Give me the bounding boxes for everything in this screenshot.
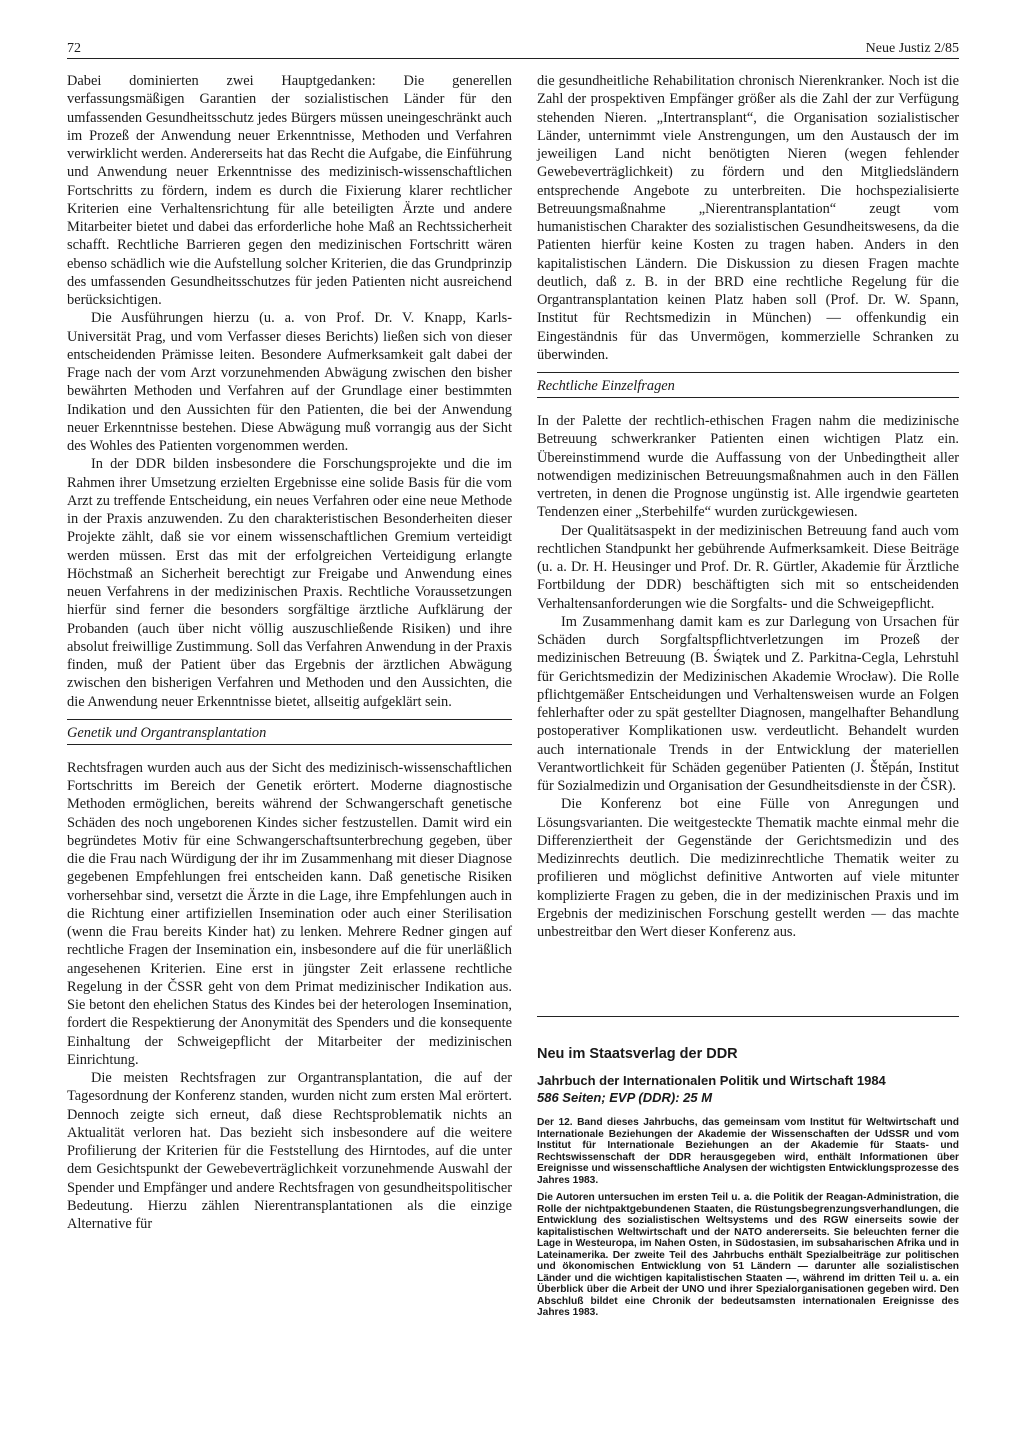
journal-reference: Neue Justiz 2/85 <box>865 41 959 56</box>
right-column <box>537 72 959 941</box>
header-rule <box>67 58 959 59</box>
section-einzelfragen <box>537 372 959 398</box>
page-number: 72 <box>67 41 81 56</box>
body-paragraph: Der Qualitätsaspekt in der medizinischen Betreuung fand auch vom rechtlichen Standpunkt her gebührende Aufmerksamkeit. Diese Beiträge (u. a. Dr. H. Heusinger und Prof. Dr. R. Gürtler, Akademie für Ärztliche Fortbildung der DDR) beschäftigten sich mit so entscheidenden Verhaltensanforderungen wie die Sorgfalts- und die Schweigepflicht. <box>537 522 959 612</box>
body-paragraph: Die Konferenz bot eine Fülle von Anregungen und Lösungsvarianten. Die weitgesteckte Thematik machte einmal mehr die Differenziertheit der Gegenstände der Gerichtsmedizin und des Medizinrechts deutlich. Die medizinrechtliche Thematik weiter zu profilieren und möglichst definitive Antworten auf viele mitunter komplizierte Fragen zu geben, die in der medizinischen Praxis und im Ergebnis der medizinischen Forschung gestellt werden — das machte unbestreitbar den Wert dieser Konferenz aus. <box>537 796 959 940</box>
section-heading: Genetik und Organtransplantation <box>67 724 267 741</box>
book-description: Der 12. Band dieses Jahrbuchs, das gemeinsam vom Institut für Weltwirtschaft und Internationale Beziehungen der Akademie der Wissenschaften der UdSSR und vom Institut für Internationale Beziehungen an der Akademie für Staats- und Rechtswissenschaft der DDR herausgegeben wird, enthält Informationen über Ereignisse und wissenschaftliche Analysen der wichtigsten Entwicklungsprozesse des Jahres 1983. <box>537 1117 959 1186</box>
announcement-heading: Neu im Staatsverlag der DDR <box>537 1046 738 1062</box>
section-genetik <box>67 719 512 745</box>
book-description: Die Autoren untersuchen im ersten Teil u. a. die Politik der Reagan-Administration, die Rolle der nichtpaktgebundenen Staaten, die Rüstungsbegrenzungsverhandlungen, die Entwicklung des sozialistischen Weltsystems und des RGW einerseits sowie der kapitalistischen Weltwirtschaft und der NATO andererseits. Sie beleuchten ferner die Lage in Westeuropa, im Nahen Osten, in Südostasien, im subsaharischen Afrika und in Lateinamerika. Der zweite Teil des Jahrbuchs enthält Spezialbeiträge zur politischen und ökonomischen Entwicklung von 51 Ländern — darunter alle sozialistischen Länder und die wichtigen kapitalistischen Staaten —, während im dritten Teil u. a. ein Überblick über die Arbeit der UNO und ihrer Spezialorganisationen gegeben wird. Den Abschluß bildet eine Chronik der bedeutsamsten internationalen Ereignisse des Jahres 1983. <box>537 1192 959 1318</box>
body-paragraph: Die Ausführungen hierzu (u. a. von Prof. Dr. V. Knapp, Karls-Universität Prag, und vom Verfasser dieses Berichts) ließen sich von dieser entscheidenden Prämisse leiten. Besondere Aufmerksamkeit galt dabei der Frage nach der vom Arzt vorzunehmenden Abwägung zwischen den bisher bewährten Methoden und Verfahren auf der Grundlage einer bestimmten Indikation und den Aussichten für den Patienten, die bei der Anwendung neuer Erkenntnisse bestehen. Diese Abwägung muß vorrangig aus der Sicht des Wohles des Patienten vorgenommen werden. <box>67 310 512 454</box>
body-paragraph: In der Palette der rechtlich-ethischen Fragen nahm die medizinische Betreuung schwerkranker Patienten einen wichtigen Platz ein. Übereinstimmend wurde die Auffassung von der Unbedingtheit aller notwendigen medizinischen Betreuungsmaßnahmen auch in den Fällen vertreten, in denen die Prognose ungünstig ist. Alle irgendwie gearteten Tendenzen einer „Sterbehilfe“ wurden zurückgewiesen. <box>537 413 959 521</box>
book-meta: 586 Seiten; EVP (DDR): 25 M <box>537 1090 713 1105</box>
body-paragraph: In der DDR bilden insbesondere die Forschungsprojekte und die im Rahmen ihrer Umsetzung erzielten Ergebnisse eine solide Basis für die vom Arzt zu treffende Entscheidung, ein neues Verfahren oder eine neue Methode in der Praxis anzuwenden. Zu den charakteristischen Besonderheiten dieser Projekte zählt, daß sie vor einem wissenschaftlichen Gremium verteidigt werden müssen. Erst das mit der erfolgreichen Verteidigung erlangte Höchstmaß an Sicherheit berechtigt zur Freigabe und Anwendung eines neuen Verfahrens in der medizinischen Praxis. Rechtliche Voraussetzungen hierfür sind ferner die besonders sorgfältige ärztliche Aufklärung der Probanden (auch über nicht völlig auszuschließende Risiken) und ihre absolut freiwillige Zustimmung. Soll das Verfahren Anwendung in der Praxis finden, muß der Patient über das Ergebnis der ärztlichen Abwägung zwischen den bisherigen Verfahren und Methoden und den Aussichten, die die Anwendung neuer Erkenntnisse bietet, allseitig aufgeklärt sein. <box>67 456 512 710</box>
section-heading: Rechtliche Einzelfragen <box>537 378 675 394</box>
body-paragraph: Im Zusammenhang damit kam es zur Darlegung von Ursachen für Schäden durch Sorgfaltspflichtverletzungen im Prozeß der medizinischen Betreuung (B. Świątek und Z. Parkitna-Cegla, Lehrstuhl für Gerichtsmedizin der Medizinischen Akademie Wrocław). Die Rolle pflichtgemäßer Entscheidungen und Verhaltensweisen wurde an Folgen fehlerhafter oder zu spät gestellter Diagnosen, mangelhafter Behandlung postoperativer Komplikationen usw. verdeutlicht. Behandelt wurden auch internationale Trends in der Entwicklung der materiellen Verantwortlichkeit für Schäden gegenüber Patienten (J. Štěpán, Institut für Sozialmedizin und Organisation der Gesundheitsdienste in der ČSR). <box>537 613 959 794</box>
body-paragraph: Dabei dominierten zwei Hauptgedanken: Die generellen verfassungsmäßigen Garantien der sozialistischen Länder für den umfassenden Gesundheitsschutz jedes Bürgers müssen uneingeschränkt auch im Prozeß der Anwendung neuer Erkenntnisse, Methoden und Verfahren verwirklicht werden. Andererseits hat das Recht die Aufgabe, die Einführung und Anwendung neuer Erkenntnisse des medizinisch-wissenschaftlichen Fortschritts zu fördern, indem es durch die Fixierung klarer rechtlicher Kriterien eine Verhaltensrichtung für alle beteiligten Ärzte und andere Mitarbeiter bietet und dabei das erforderliche hohe Maß an Rechtssicherheit schafft. Rechtliche Barrieren gegen den medizinischen Fortschritt wären ebenso schädlich wie die Aufstellung solcher Kriterien, die das Grundprinzip des umfassenden Gesundheitsschutzes für jeden Patienten nicht ausreichend berücksichtigen. <box>67 73 512 308</box>
body-paragraph: die gesundheitliche Rehabilitation chronisch Nierenkranker. Noch ist die Zahl der prospektiven Empfänger größer als die Zahl der zur Verfügung stehenden Nieren. „Intertransplant“, die Organisation sozialistischer Länder, unternimmt viele Anstrengungen, um den Austausch der im jeweiligen Land nicht benötigten Nieren (wegen fehlender Gewebeverträglichkeit) zu fördern und den Mitgliedsländern entsprechende Angebote zu unterbreiten. Die hochspezialisierte Betreuungsmaßnahme „Nierentransplantation“ zeugt vom humanistischen Charakter des sozialistischen Gesundheitswesens, da die Patienten hierfür keine Kosten zu tragen haben. Anders in den kapitalistischen Ländern. Die Diskussion zu diesen Fragen machte deutlich, daß z. B. in der BRD eine rechtliche Regelung für die Organtransplantation keinen Platz haben soll (Prof. Dr. W. Spann, Institut für Rechtsmedizin in München) — offenkundig ein Eingeständnis für das Unvermögen, kommerzielle Schranken zu überwinden. <box>537 73 959 363</box>
body-paragraph: Die meisten Rechtsfragen zur Organtransplantation, die auf der Tagesordnung der Konferenz standen, wurden nicht zum ersten Mal erörtert. Dennoch zeigte sich erneut, daß diese Rechtsproblematik nichts an Aktualität verloren hat. Das bezieht sich insbesondere auf die weitere Profilierung der Kriterien für die Feststellung des Hirntodes, auf die unter dem Gesichtspunkt der Gewebeverträglichkeit vorzunehmende Auswahl der Spender und Empfänger und andere Rechtsfragen von gesundheitspolitischer Bedeutung. Hierzu zählen Nierentransplantationen als die einzige Alternative für <box>67 1070 512 1232</box>
left-column <box>67 72 512 1233</box>
announcement-rule <box>537 1016 959 1017</box>
publisher-announcement <box>537 1016 959 1325</box>
book-title: Jahrbuch der Internationalen Politik und Wirtschaft 1984 <box>537 1073 886 1088</box>
body-paragraph: Rechtsfragen wurden auch aus der Sicht des medizinisch-wissenschaftlichen Fortschritts im Bereich der Genetik erörtert. Moderne diagnostische Methoden ermöglichen, bereits während der Schwangerschaft genetische Schäden des noch ungeborenen Kindes sicher festzustellen. Damit wird ein begründetes Motiv für eine Schwangerschaftsunterbrechung gegeben, über die die Frau nach Würdigung der ihr im Zusammenhang mit dieser Diagnose gegebenen Empfehlungen frei entscheiden kann. Daß genetische Risiken vorhersehbar sind, versetzt die Ärzte in die Lage, ihre Empfehlungen auch in die Richtung einer artifiziellen Insemination oder auch einer Sterilisation (wenn die Frau bereits Kinder hat) zu lenken. Mehrere Redner gingen auf rechtliche Fragen der Insemination ein, insbesondere auf die für unerläßlich angesehenen Kriterien. Eine erst in jüngster Zeit erlassene rechtliche Regelung in der ČSSR geht von dem Primat medizinischer Indikation aus. Sie betont den ehelichen Status des Kindes bei der heterologen Insemination, fordert die Respektierung der Anonymität des Spenders und die konsequente Einhaltung der Schweigepflicht der Mitarbeiter der medizinischen Einrichtung. <box>67 759 512 1068</box>
page-header <box>67 40 959 60</box>
